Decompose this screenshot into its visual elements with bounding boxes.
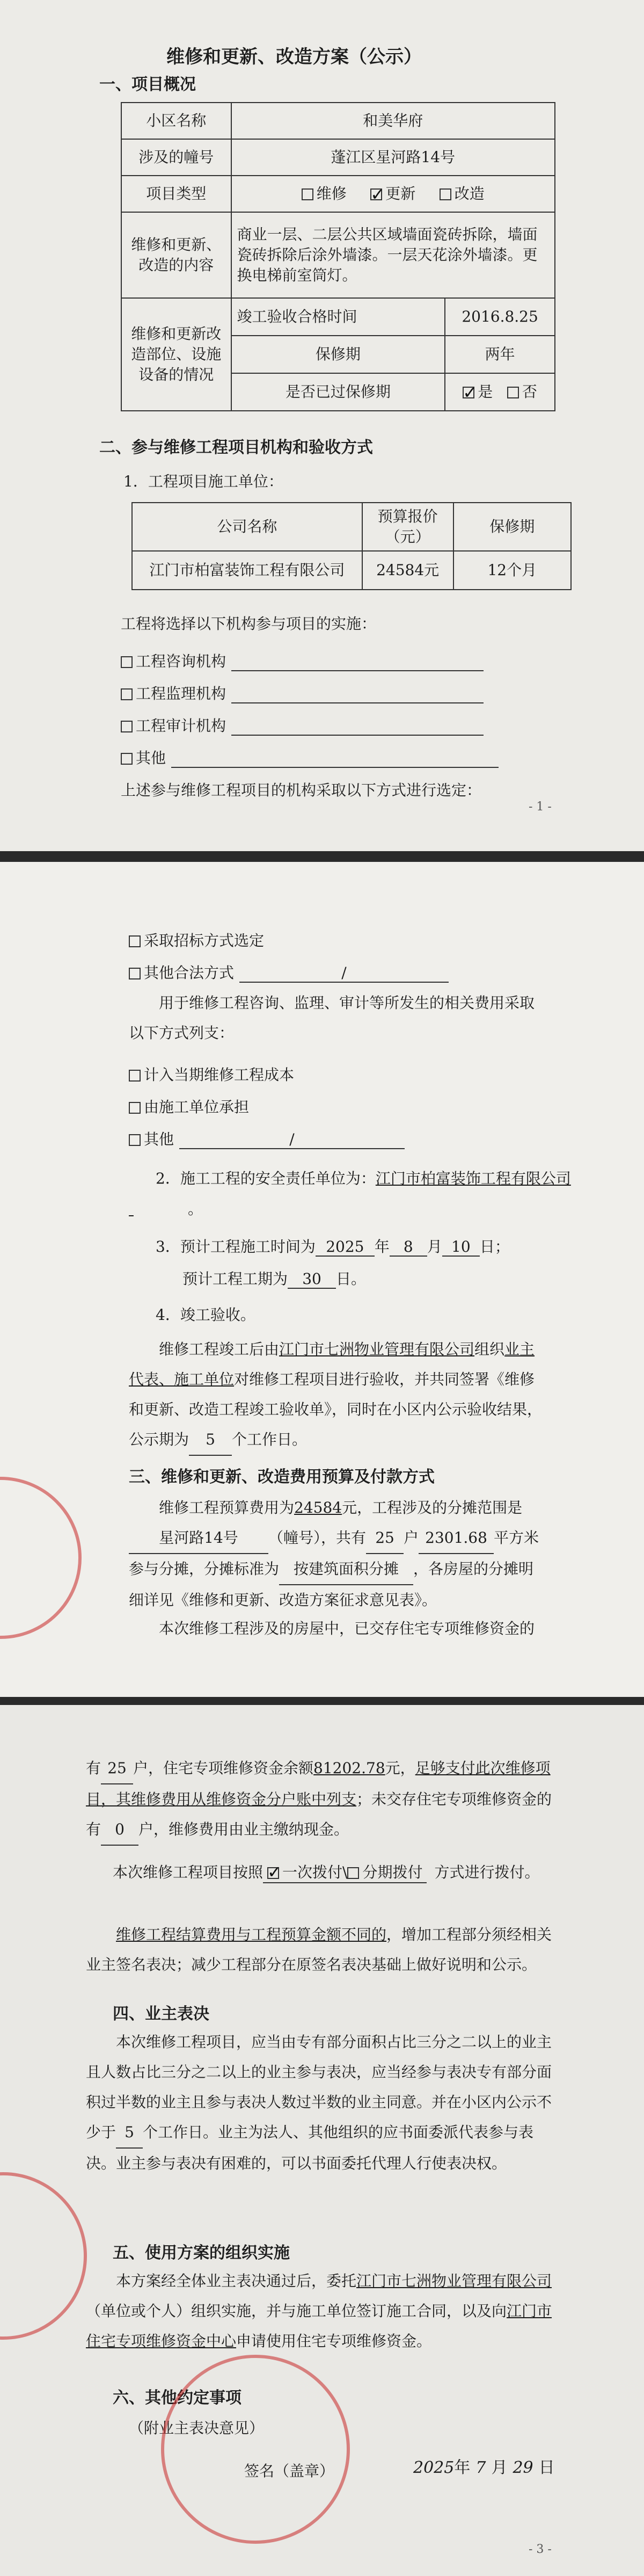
opt-bidding <box>129 929 264 950</box>
project-overview-table <box>121 102 555 411</box>
acc-text-f: 个工作日。 <box>232 1431 308 1448</box>
th-company: 公司名称 <box>132 503 362 551</box>
document-title: 维修和更新、改造方案（公示） <box>166 46 422 68</box>
overdue-yes-label: 是 <box>478 383 493 401</box>
checkbox-installment <box>347 1867 359 1879</box>
impl-text-a: 本方案经全体业主表决通过后，委托 <box>116 2272 357 2290</box>
budget-paragraph <box>129 1493 542 1615</box>
start-month: 8 <box>390 1238 427 1257</box>
fund-text-a: 有 <box>86 1759 101 1777</box>
blank-line <box>171 749 499 768</box>
content-label: 维修和更新、改造的内容 <box>121 212 231 298</box>
share-area: 2301.68 <box>419 1523 494 1554</box>
document-page-3 <box>0 1705 644 2576</box>
bud-text-e: 平方米参与分摊，分摊标准为 <box>129 1529 539 1578</box>
checkbox-fee-3 <box>129 1134 141 1146</box>
checkbox-consulting <box>121 656 133 668</box>
type-renovate-label: 改造 <box>454 185 485 203</box>
section-3-heading: 三、维修和更新、改造费用预算及付款方式 <box>129 1468 435 1486</box>
org-supervision <box>121 682 484 703</box>
section-6-heading: 六、其他约定事项 <box>113 2389 241 2407</box>
building-label: 涉及的幢号 <box>121 139 231 176</box>
acc-participants: 业主代表、施工单位 <box>129 1340 535 1388</box>
type-repair-label: 维修 <box>316 185 347 203</box>
impl-text-c: （单位或个人）组织实施，并与施工单位签订施工合同，以及向 <box>86 2302 507 2320</box>
payment-options: ✓ 一次拨付\ 分期拨付 <box>263 1861 427 1883</box>
community-label: 小区名称 <box>121 103 231 139</box>
fee-method-intro: 用于维修工程咨询、监理、审计等所发生的相关费用采取以下方式列支： <box>129 994 535 1042</box>
content-value: 商业一层、二层公共区域墙面瓷砖拆除，墙面瓷砖拆除后涂外墙漆。一层天花涂外墙漆。更换电梯前室筒灯。 <box>231 212 555 298</box>
vote-paragraph <box>86 2027 558 2179</box>
duration-unit: 日。 <box>336 1270 367 1288</box>
funded-households: 25 <box>101 1753 133 1784</box>
blank-line: / <box>239 964 449 983</box>
item-3-time <box>156 1235 510 1257</box>
date-year: 2025 <box>413 2458 455 2477</box>
fee-option-3 <box>129 1128 405 1149</box>
acceptance-paragraph <box>129 1334 542 1456</box>
fee-option-1-label: 计入当期维修工程成本 <box>144 1066 295 1084</box>
page-number-1: - 1 - <box>529 800 552 814</box>
item-3-label: 3．预计工程施工时间为 <box>156 1238 316 1256</box>
settlement-text-b: ，增加工程部分须经相关业主签名表决；减少工程部分在原签名表决基础上做好说明和公示。 <box>86 1926 552 1973</box>
impl-fund-center: 江门市住宅专项维修资金中心 <box>86 2302 552 2350</box>
fee-option-3-label: 其他 <box>144 1130 174 1148</box>
checkbox-overdue-no <box>507 387 519 398</box>
checkbox-repair <box>302 188 313 200</box>
signature-label: 签名（盖章） <box>244 2462 335 2480</box>
red-seal-stamp-bottom <box>161 2355 350 2544</box>
th-warranty: 保修期 <box>453 503 571 551</box>
blank-line <box>231 652 484 671</box>
document-page-2 <box>0 862 644 1697</box>
checkbox-update-checked <box>370 188 382 200</box>
month-unit: 月 <box>427 1238 442 1256</box>
vote-text-b: 个工作日。业主为法人、其他组织的应书面委派代表参与表决。业主参与表决有困难的，可以书面委托代理人行使表决权。 <box>86 2123 534 2172</box>
checkbox-other-legal <box>129 968 141 979</box>
selection-method-intro: 上述参与维修工程项目的机构采取以下方式进行选定： <box>121 781 482 799</box>
checkbox-lump-sum-checked <box>267 1867 279 1879</box>
org-consulting-label: 工程咨询机构 <box>136 652 226 670</box>
project-type-options <box>231 176 555 212</box>
checkbox-overdue-yes-checked <box>463 387 474 398</box>
overdue-no-label: 否 <box>522 383 537 401</box>
red-seal-stamp <box>0 1477 82 1639</box>
org-other-label: 其他 <box>136 749 166 767</box>
date-month-unit: 月 <box>491 2458 508 2477</box>
overdue-options <box>445 373 555 411</box>
payment-label: 本次维修工程项目按照 <box>113 1863 264 1881</box>
signing-date <box>413 2454 555 2478</box>
th-budget: 预算报价（元） <box>362 503 453 551</box>
org-audit-label: 工程审计机构 <box>136 717 226 735</box>
contractor-subheading: 1．工程项目施工单位： <box>123 473 283 490</box>
opt-other-legal-label: 其他合法方式 <box>144 964 235 982</box>
fund-text-f: 户，维修费用由业主缴纳现金。 <box>138 1820 349 1838</box>
fund-text-b: 户，住宅专项维修资金余额 <box>133 1759 314 1777</box>
acceptance-date-value: 2016.8.25 <box>445 298 555 336</box>
publicity-days: 5 <box>189 1425 232 1456</box>
org-consulting <box>121 650 484 671</box>
acc-text-a: 维修工程竣工后由 <box>159 1340 280 1358</box>
project-type-label: 项目类型 <box>121 176 231 212</box>
warranty-value: 两年 <box>445 336 555 373</box>
start-day: 10 <box>442 1238 480 1257</box>
section-5-heading: 五、使用方案的组织实施 <box>113 2244 290 2262</box>
bud-text-f: ，各房屋的分摊明细详见《维修和更新、改造方案征求意见表》。 <box>129 1560 534 1609</box>
parts-label: 维修和更新改造部位、设施设备的情况 <box>121 298 231 411</box>
section-2-heading: 二、参与维修工程项目机构和验收方式 <box>99 438 373 457</box>
share-standard: 按建筑面积分摊 <box>279 1554 413 1585</box>
td-warranty: 12个月 <box>453 551 571 590</box>
acceptance-date-label: 竣工验收合格时间 <box>231 298 445 336</box>
year-unit: 年 <box>374 1238 390 1256</box>
fund-text-c: 元， <box>385 1759 415 1777</box>
date-day-unit: 日 <box>538 2458 555 2477</box>
item-4-acceptance: 4．竣工验收。 <box>156 1306 255 1324</box>
attachment-note: （附业主表决意见） <box>129 2419 265 2437</box>
fund-paragraph <box>86 1753 558 1846</box>
acc-text-c: 组织 <box>474 1340 505 1358</box>
fund-paragraph-start: 本次维修工程涉及的房屋中，已交存住宅专项维修资金的 <box>159 1620 535 1637</box>
bud-text-a: 维修工程预算费用为 <box>159 1499 295 1516</box>
org-supervision-label: 工程监理机构 <box>136 685 226 702</box>
item-2-period: 。 <box>188 1200 203 1218</box>
org-audit <box>121 714 484 736</box>
bud-text-b: 元，工程涉及的分摊范围是 <box>342 1499 523 1516</box>
checkbox-fee-2 <box>129 1102 141 1114</box>
budget-amount: 24584 <box>294 1499 342 1516</box>
impl-text-e: 申请使用住宅专项维修资金。 <box>236 2332 432 2350</box>
fee-option-1 <box>129 1063 294 1085</box>
payment-method <box>113 1861 540 1883</box>
checkbox-supervision <box>121 688 133 700</box>
vote-text-a: 本次维修工程项目，应当由专有部分面积占比三分之二以上的业主且人数占比三分之二以上的业主参与表决，应当经参与表决专有部分面积过半数的业主且参与表决人数过半数的业主同意。并在小区内公示不少于 <box>86 2033 552 2141</box>
red-seal-stamp-left <box>0 2172 87 2340</box>
item-2-label: 2．施工工程的安全责任单位为： <box>156 1170 376 1187</box>
td-budget: 24584元 <box>362 551 453 590</box>
date-day: 29 <box>513 2458 533 2477</box>
checkbox-renovate <box>440 188 451 200</box>
fund-text-e: ；未交存住宅专项维修资金的有 <box>86 1790 552 1838</box>
item-2-safety <box>156 1167 571 1188</box>
unfunded-households: 0 <box>101 1815 138 1846</box>
type-update-label: 更新 <box>385 185 416 203</box>
checkbox-bidding <box>129 935 141 947</box>
installment-label: 分期拨付 <box>362 1863 423 1881</box>
duration-label: 预计工程工期为 <box>182 1270 288 1288</box>
checkbox-other-org <box>121 753 133 765</box>
blank-line <box>231 717 484 736</box>
settlement-paragraph <box>86 1920 558 1980</box>
bud-text-d: 户 <box>404 1529 419 1547</box>
org-other <box>121 746 499 768</box>
fee-option-2 <box>129 1095 249 1117</box>
item-2-tail <box>129 1198 203 1219</box>
institutions-intro: 工程将选择以下机构参与项目的实施： <box>121 615 377 633</box>
item-3-duration <box>182 1267 366 1289</box>
fund-sufficient: 足够支付此次维修项目，其维修费用从维修资金分户账中列支 <box>86 1759 551 1808</box>
opt-other-legal <box>129 961 449 983</box>
share-scope: 星河路14号 <box>129 1523 268 1554</box>
fee-option-2-label: 由施工单位承担 <box>144 1098 250 1116</box>
document-page-1 <box>0 0 644 851</box>
fund-balance: 81202.78 <box>313 1759 385 1777</box>
warranty-label: 保修期 <box>231 336 445 373</box>
settlement-text-a: 维修工程结算费用与工程预算金额不同的 <box>116 1926 387 1943</box>
section-1-heading: 一、项目概况 <box>99 75 196 94</box>
safety-unit: 江门市柏富装饰工程有限公司 <box>375 1170 571 1187</box>
overdue-label: 是否已过保修期 <box>231 373 445 411</box>
checkbox-fee-1 <box>129 1070 141 1082</box>
contractor-table <box>131 502 572 590</box>
date-month: 7 <box>475 2458 486 2477</box>
start-year: 2025 <box>316 1238 375 1257</box>
checkbox-audit <box>121 721 133 732</box>
lump-sum-label: 一次拨付 <box>282 1863 343 1881</box>
date-year-unit: 年 <box>454 2458 471 2477</box>
bud-text-c: （幢号），共有 <box>268 1529 367 1547</box>
safety-unit-underline <box>129 1200 188 1218</box>
duration-days: 30 <box>288 1270 336 1289</box>
acc-text-e: 对维修工程项目进行验收，并共同签署《维修和更新、改造工程竣工验收单》，同时在小区内公示验收结果，公示期为 <box>129 1370 543 1448</box>
household-count: 25 <box>366 1523 404 1554</box>
day-unit: 日； <box>479 1238 510 1256</box>
opt-bidding-label: 采取招标方式选定 <box>144 932 265 949</box>
blank-line <box>231 685 484 703</box>
vote-publicity-days: 5 <box>116 2117 143 2149</box>
impl-company: 江门市七洲物业管理有限公司 <box>356 2272 552 2290</box>
payment-tail: 方式进行拨付。 <box>434 1863 540 1881</box>
building-value: 蓬江区星河路14号 <box>231 139 555 176</box>
blank-line: / <box>179 1130 405 1149</box>
implementation-paragraph <box>86 2266 558 2356</box>
section-4-heading: 四、业主表决 <box>113 2005 209 2023</box>
community-value: 和美华府 <box>231 103 555 139</box>
page-number-3: - 3 - <box>529 2543 552 2556</box>
acc-property-company: 江门市七洲物业管理有限公司 <box>279 1340 475 1358</box>
td-company: 江门市柏富装饰工程有限公司 <box>132 551 362 590</box>
